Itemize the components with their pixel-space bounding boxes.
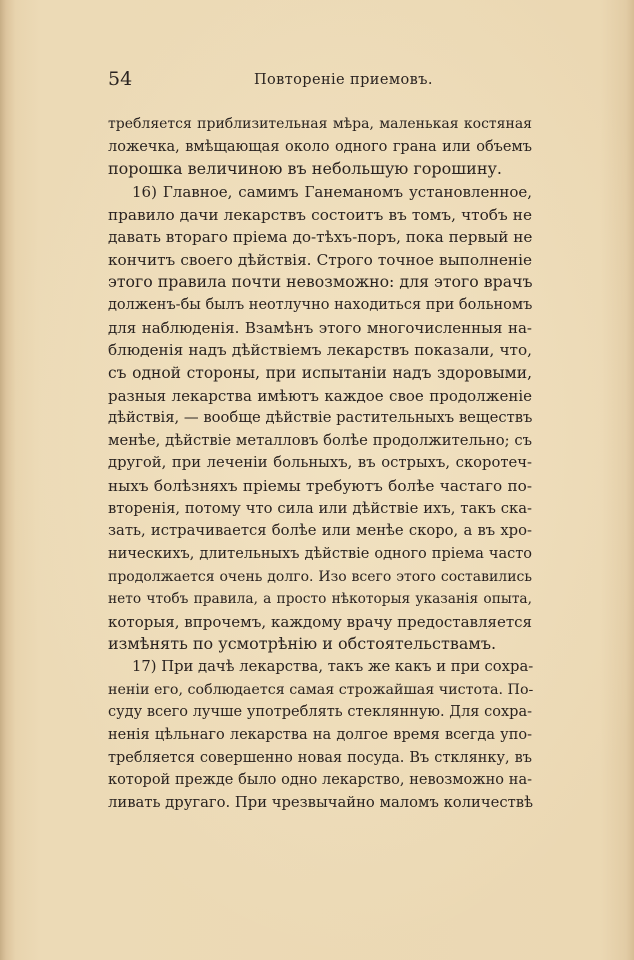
text-line: нето чтобъ правила, а просто нѣкоторыя указанiя опыта, bbox=[108, 591, 532, 608]
text-line: ливать другаго. При чрезвычайно маломъ количествѣ bbox=[108, 793, 533, 811]
text-line: ненiи его, соблюдается самая строжайшая чистота. По- bbox=[108, 681, 534, 698]
text-line: 17) При дачѣ лекарства, такъ же какъ и при сохра- bbox=[132, 658, 534, 675]
text-line: ныхъ болѣзняхъ прiемы требуютъ болѣе частаго по- bbox=[108, 477, 532, 495]
text-line: измѣнять по усмотрѣнiю и обстоятельствамъ. bbox=[108, 634, 497, 654]
text-line: порошка величиною въ небольшую горошину. bbox=[108, 159, 502, 179]
text-line: которыя, впрочемъ, каждому врачу предоставляется bbox=[108, 612, 532, 631]
text-line: правило дачи лекарствъ состоитъ въ томъ, чтобъ не bbox=[108, 205, 532, 224]
text-line: которой прежде было одно лекарство, невозможно на- bbox=[108, 772, 532, 789]
text-line: другой, при леченiи больныхъ, въ острыхъ, скоротеч- bbox=[108, 454, 532, 472]
text-line: зать, истрачивается болѣе или менѣе скоро, а въ хро- bbox=[108, 522, 532, 540]
text-line: этого правила почти невозможно: для этого врачъ bbox=[108, 272, 533, 292]
page-number: 54 bbox=[108, 68, 133, 90]
text-line: суду всего лучше употреблять стеклянную. Для сохра- bbox=[108, 704, 532, 721]
text-line: разныя лекарства имѣютъ каждое свое продолженiе bbox=[108, 386, 532, 405]
running-title: Повторенie приемовъ. bbox=[254, 72, 433, 88]
text-line: кончитъ своего дѣйствiя. Строго точное выполненiе bbox=[108, 250, 532, 269]
text-line: ническихъ, длительныхъ дѣйствiе одного прiема часто bbox=[108, 545, 532, 562]
text-line: съ одной стороны, при испытанiи надъ здоровыми, bbox=[108, 363, 532, 382]
text-line: менѣе, дѣйствiе металловъ болѣе продолжительно; съ bbox=[108, 431, 532, 449]
text-line: ложечка, вмѣщающая около одного грана или объемъ bbox=[108, 138, 532, 155]
text-line: продолжается очень долго. Изо всего этого составились bbox=[108, 568, 532, 585]
text-line: вторенiя, потому что сила или дѣйствiе ихъ, такъ ска- bbox=[108, 499, 532, 517]
text-line: блюденiя надъ дѣйствiемъ лекарствъ показали, что, bbox=[108, 341, 532, 360]
body-text bbox=[108, 113, 532, 814]
text-line: требляется совершенно новая посуда. Въ стклянку, въ bbox=[108, 749, 532, 766]
text-line: требляется приблизительная мѣра, маленькая костяная bbox=[108, 116, 532, 132]
text-line: ненiя цѣльнаго лекарства на долгое время всегда упо- bbox=[108, 726, 532, 743]
text-line: 16) Главное, самимъ Ганеманомъ установленное, bbox=[132, 182, 532, 201]
text-line: долженъ-бы былъ неотлучно находиться при больномъ bbox=[108, 297, 533, 313]
text-line: давать втораго прiема до-тѣхъ-поръ, пока первый не bbox=[108, 228, 533, 247]
text-line: дѣйствiя, — вообще дѣйствiе растительныхъ веществъ bbox=[108, 409, 533, 427]
page-header bbox=[108, 67, 528, 91]
text-line: для наблюденiя. Взамѣнъ этого многочисленныя на- bbox=[108, 318, 532, 337]
